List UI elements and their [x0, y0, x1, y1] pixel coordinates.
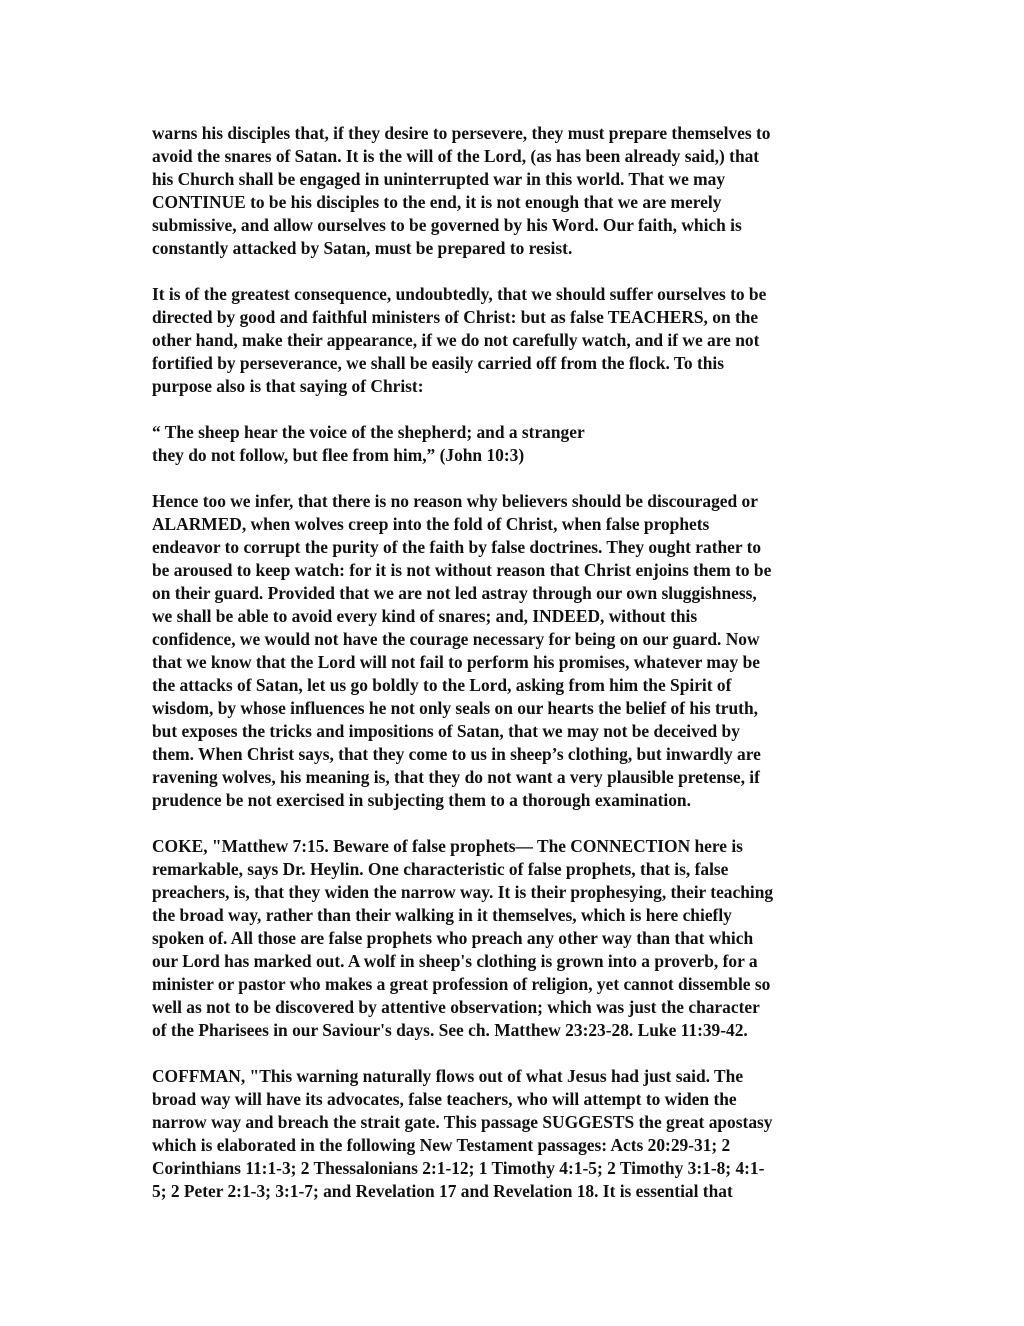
text-line: COFFMAN, "This warning naturally flows out of what Jesus had just said. The: [152, 1066, 744, 1086]
text-line: endeavor to corrupt the purity of the faith by false doctrines. They ought rather to: [152, 537, 762, 557]
text-line: 5; 2 Peter 2:1-3; 3:1-7; and Revelation 17 and Revelation 18. It is essential that: [152, 1181, 733, 1201]
text-line: them. When Christ says, that they come to us in sheep’s clothing, but inwardly are: [152, 744, 761, 764]
text-line: It is of the greatest consequence, undoubtedly, that we should suffer ourselves to be: [152, 284, 767, 304]
text-line: the attacks of Satan, let us go boldly to the Lord, asking from him the Spirit of: [152, 675, 732, 695]
text-line: avoid the snares of Satan. It is the will of the Lord, (as has been already said,) that: [152, 146, 760, 166]
paragraph-coffman: [152, 1065, 892, 1203]
text-line: our Lord has marked out. A wolf in sheep's clothing is grown into a proverb, for a: [152, 951, 758, 971]
text-line: CONTINUE to be his disciples to the end, it is not enough that we are merely: [152, 192, 722, 212]
text-line: “ The sheep hear the voice of the shepherd; and a stranger: [152, 422, 585, 442]
text-line: narrow way and breach the strait gate. This passage SUGGESTS the great apostasy: [152, 1112, 773, 1132]
text-line: warns his disciples that, if they desire to persevere, they must prepare themselves to: [152, 123, 771, 143]
text-line: but exposes the tricks and impositions of Satan, that we may not be deceived by: [152, 721, 740, 741]
document-page: [152, 122, 892, 1226]
text-line: ALARMED, when wolves creep into the fold of Christ, when false prophets: [152, 514, 710, 534]
text-line: directed by good and faithful ministers of Christ: but as false TEACHERS, on the: [152, 307, 759, 327]
text-line: on their guard. Provided that we are not led astray through our own sluggishness,: [152, 583, 757, 603]
text-line: submissive, and allow ourselves to be governed by his Word. Our faith, which is: [152, 215, 742, 235]
text-line: that we know that the Lord will not fail to perform his promises, whatever may be: [152, 652, 760, 672]
text-line: they do not follow, but flee from him,” (John 10:3): [152, 445, 525, 465]
text-line: confidence, we would not have the courage necessary for being on our guard. Now: [152, 629, 760, 649]
text-line: other hand, make their appearance, if we do not carefully watch, and if we are not: [152, 330, 760, 350]
text-line: spoken of. All those are false prophets who preach any other way than that which: [152, 928, 754, 948]
paragraph-false-teachers: [152, 283, 892, 398]
text-line: COKE, "Matthew 7:15. Beware of false prophets— The CONNECTION here is: [152, 836, 743, 856]
text-line: fortified by perseverance, we shall be easily carried off from the flock. To this: [152, 353, 725, 373]
text-line: ravening wolves, his meaning is, that they do not want a very plausible pretense, if: [152, 767, 760, 787]
paragraph-hence-too: [152, 490, 892, 812]
text-line: we shall be able to avoid every kind of snares; and, INDEED, without this: [152, 606, 698, 626]
text-line: wisdom, by whose influences he not only seals on our hearts the belief of his truth,: [152, 698, 758, 718]
text-line: preachers, is, that they widen the narrow way. It is their prophesying, their teaching: [152, 882, 774, 902]
text-line: which is elaborated in the following New Testament passages: Acts 20:29-31; 2: [152, 1135, 731, 1155]
text-line: be aroused to keep watch: for it is not without reason that Christ enjoins them to be: [152, 560, 772, 580]
text-line: purpose also is that saying of Christ:: [152, 376, 424, 396]
text-line: Hence too we infer, that there is no reason why believers should be discouraged or: [152, 491, 758, 511]
text-line: broad way will have its advocates, false teachers, who will attempt to widen the: [152, 1089, 737, 1109]
text-line: of the Pharisees in our Saviour's days. See ch. Matthew 23:23-28. Luke 11:39-42.: [152, 1020, 748, 1040]
text-line: well as not to be discovered by attentive observation; which was just the character: [152, 997, 760, 1017]
text-line: prudence be not exercised in subjecting them to a thorough examination.: [152, 790, 691, 810]
paragraph-coke: [152, 835, 892, 1042]
text-line: his Church shall be engaged in uninterrupted war in this world. That we may: [152, 169, 726, 189]
text-line: minister or pastor who makes a great profession of religion, yet cannot dissemble so: [152, 974, 771, 994]
text-line: constantly attacked by Satan, must be prepared to resist.: [152, 238, 573, 258]
paragraph-perseverance: [152, 122, 892, 260]
quotation-john: [152, 421, 892, 467]
text-line: the broad way, rather than their walking in it themselves, which is here chiefly: [152, 905, 732, 925]
text-line: Corinthians 11:1-3; 2 Thessalonians 2:1-12; 1 Timothy 4:1-5; 2 Timothy 3:1-8; 4:1-: [152, 1158, 765, 1178]
text-line: remarkable, says Dr. Heylin. One characteristic of false prophets, that is, false: [152, 859, 729, 879]
